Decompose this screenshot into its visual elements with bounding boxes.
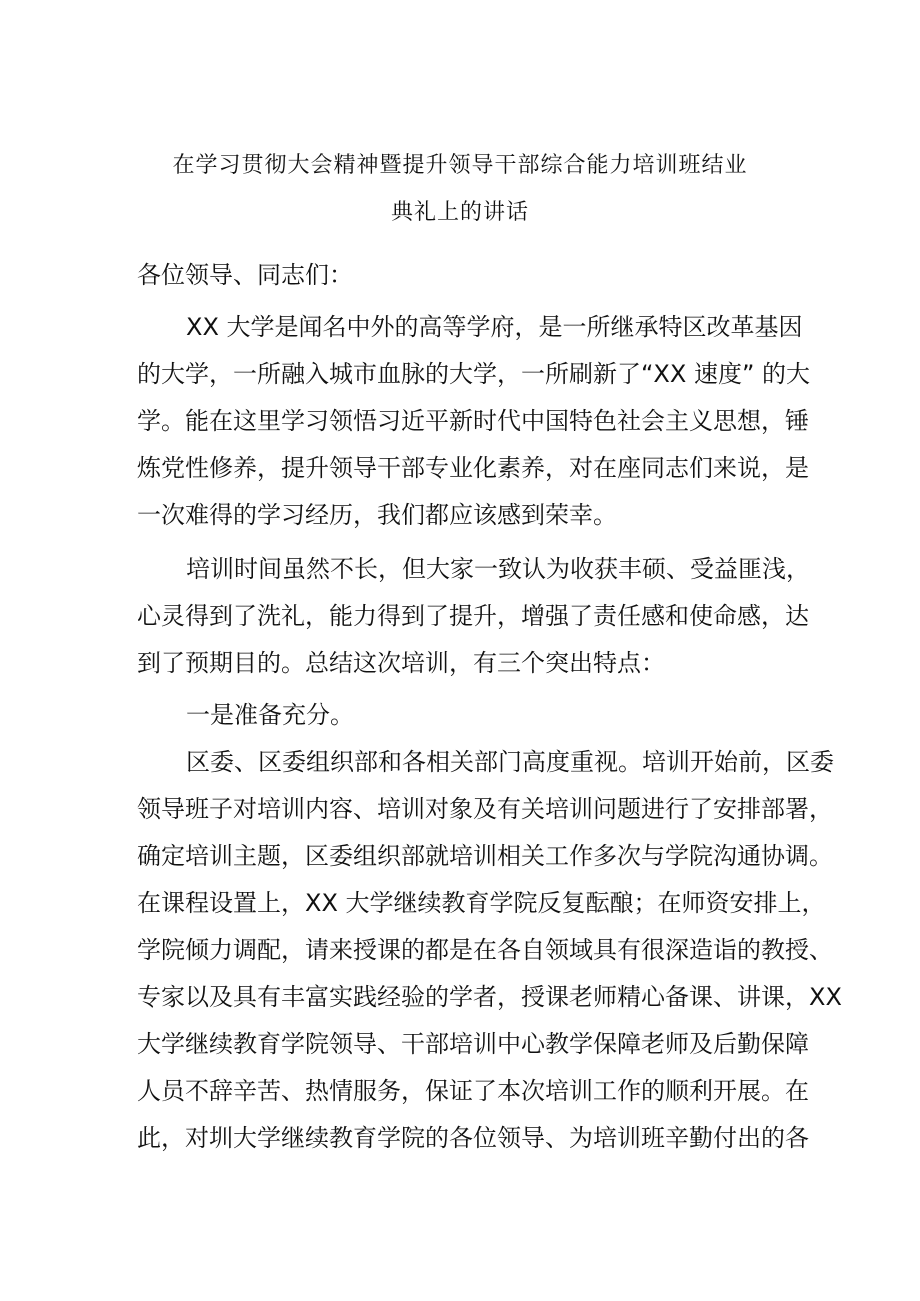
paragraph-1-line-3: 学。能在这里学习领悟习近平新时代中国特色社会主义思想，锤 <box>137 407 809 435</box>
paragraph-4-line-8: 人员不辞辛苦、热情服务，保证了本次培训工作的顺利开展。在 <box>137 1077 809 1105</box>
salutation: 各位领导、同志们： <box>137 261 353 289</box>
paragraph-2-line-1: 培训时间虽然不长，但大家一致认为收获丰硕、受益匪浅， <box>186 555 810 583</box>
paragraph-4-line-2: 领导班子对培训内容、培训对象及有关培训问题进行了安排部署， <box>137 795 833 823</box>
paragraph-4-line-4: 在课程设置上，XX 大学继续教育学院反复酝酿；在师资安排上， <box>137 889 826 917</box>
paragraph-4-line-7: 大学继续教育学院领导、干部培训中心教学保障老师及后勤保障 <box>137 1030 809 1058</box>
paragraph-1-line-5: 一次难得的学习经历，我们都应该感到荣幸。 <box>137 501 617 529</box>
paragraph-1-line-2: 的大学，一所融入城市血脉的大学，一所刷新了“XX 速度” 的大 <box>137 360 811 388</box>
paragraph-1-line-1: XX 大学是闻名中外的高等学府，是一所继承特区改革基因 <box>186 313 803 341</box>
paragraph-4-line-3: 确定培训主题，区委组织部就培训相关工作多次与学院沟通协调。 <box>137 842 833 870</box>
document-title-line-2: 典礼上的讲话 <box>390 200 529 225</box>
paragraph-1-line-4: 炼党性修养，提升领导干部专业化素养，对在座同志们来说，是 <box>137 454 809 482</box>
paragraph-3-line-1: 一是准备充分。 <box>186 701 354 729</box>
paragraph-4-line-9: 此，对圳大学继续教育学院的各位领导、为培训班辛勤付出的各 <box>137 1124 809 1152</box>
paragraph-4-line-1: 区委、区委组织部和各相关部门高度重视。培训开始前，区委 <box>186 748 834 776</box>
paragraph-2-line-3: 到了预期目的。总结这次培训，有三个突出特点： <box>137 649 665 677</box>
paragraph-4-line-5: 学院倾力调配，请来授课的都是在各自领域具有很深造诣的教授、 <box>137 936 833 964</box>
document-title-line-1: 在学习贯彻大会精神暨提升领导干部综合能力培训班结业 <box>172 153 748 178</box>
paragraph-4-line-6: 专家以及具有丰富实践经验的学者，授课老师精心备课、讲课，XX <box>137 983 842 1011</box>
paragraph-2-line-2: 心灵得到了洗礼，能力得到了提升，增强了责任感和使命感，达 <box>137 602 809 630</box>
